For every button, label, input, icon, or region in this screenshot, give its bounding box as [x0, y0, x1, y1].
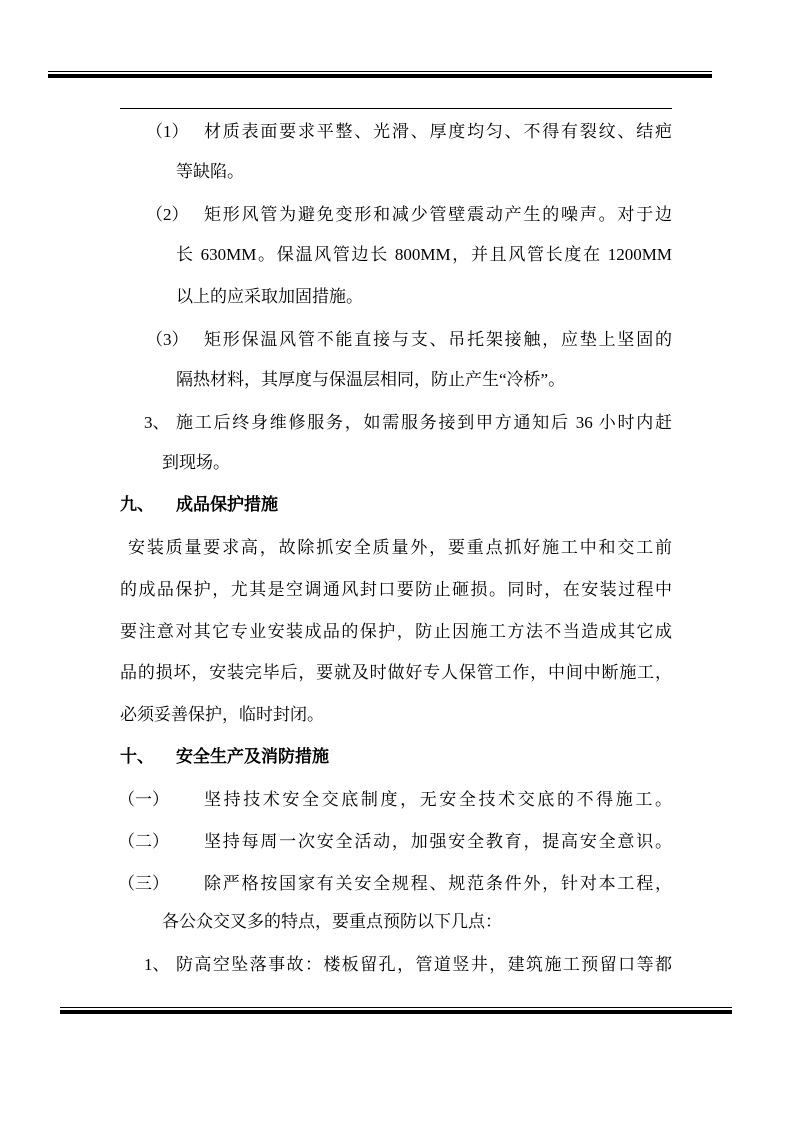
list-number: 1、 [144, 955, 170, 974]
list-number: 3、 [144, 413, 170, 432]
text-line: 隔热材料，其厚度与保温层相同，防止产生“冷桥”。 [176, 370, 566, 389]
text-line: 长 630MM。保温风管边长 800MM，并且风管长度在 1200MM [176, 245, 672, 264]
text-line: 的成品保护，尤其是空调通风封口要防止砸损。同时，在安装过程中 [120, 580, 672, 599]
list-number: （3） [146, 330, 189, 349]
text-line: 矩形风管为避免变形和减少管壁震动产生的噪声。对于边 [204, 205, 672, 224]
text-line: 到现场。 [162, 453, 230, 472]
text-line: 要注意对其它专业安装成品的保护，防止因施工方法不当造成其它成 [120, 622, 672, 641]
header-rule-thick [48, 74, 712, 78]
section-number: 十、 [120, 747, 154, 766]
list-number: （1） [146, 122, 189, 141]
text-line: 各公众交叉多的特点，要重点预防以下几点： [162, 912, 502, 931]
section-heading: 成品保护措施 [176, 495, 278, 514]
text-line: 防高空坠落事故：楼板留孔，管道竖井，建筑施工预留口等都 [176, 955, 672, 974]
header-rule-thin [48, 71, 712, 72]
text-line: 矩形保温风管不能直接与支、吊托架接触，应垫上坚固的 [204, 330, 672, 349]
text-line: 施工后终身维修服务，如需服务接到甲方通知后 36 小时内赶 [176, 413, 672, 432]
section-rule [120, 108, 672, 109]
text-line: 除严格按国家有关安全规程、规范条件外，针对本工程， [204, 874, 672, 893]
list-number: （一） [118, 790, 169, 809]
text-line: 以上的应采取加固措施。 [176, 287, 363, 306]
list-number: （三） [118, 874, 169, 893]
section-heading: 安全生产及消防措施 [176, 747, 329, 766]
text-line: 坚持每周一次安全活动，加强安全教育，提高安全意识。 [204, 832, 672, 851]
text-line: 品的损坏，安装完毕后，要就及时做好专人保管工作，中间中断施工， [120, 663, 672, 682]
list-number: （2） [146, 205, 189, 224]
footer-rule-thin [60, 1007, 732, 1008]
section-number: 九、 [120, 495, 154, 514]
footer-rule-thick [60, 1010, 732, 1014]
text-line: 等缺陷。 [176, 162, 244, 181]
text-line: 安装质量要求高，故除抓安全质量外，要重点抓好施工中和交工前 [128, 538, 672, 557]
list-number: （二） [118, 832, 169, 851]
text-line: 材质表面要求平整、光滑、厚度均匀、不得有裂纹、结疤 [204, 122, 672, 141]
text-line: 坚持技术安全交底制度，无安全技术交底的不得施工。 [204, 790, 672, 809]
text-line: 必须妥善保护，临时封闭。 [120, 705, 324, 724]
